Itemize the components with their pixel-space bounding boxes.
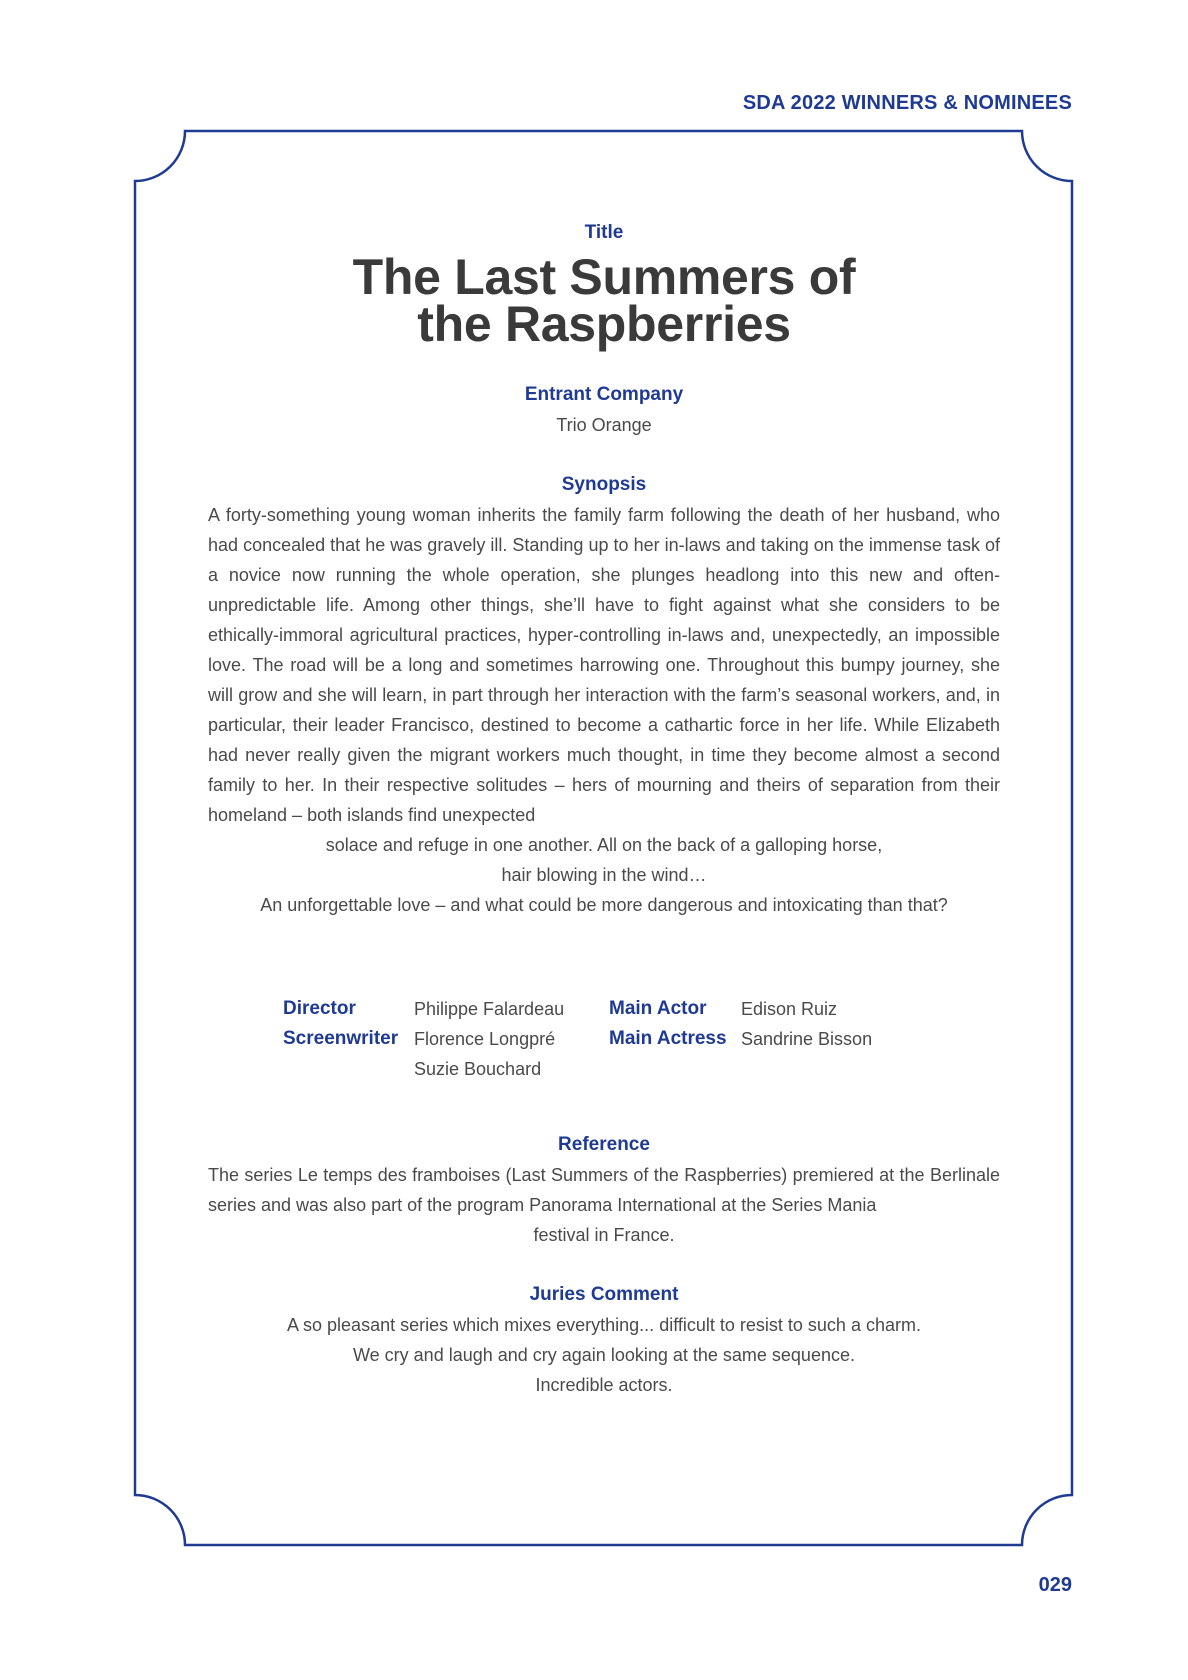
synopsis-label: Synopsis xyxy=(561,474,647,495)
juries-label: Juries Comment xyxy=(529,1284,679,1305)
main-actor-name: Edison Ruiz xyxy=(741,999,838,1019)
screenwriter-name: Florence Longpré xyxy=(414,1029,556,1049)
main-actress-label: Main Actress xyxy=(609,1028,727,1049)
juries-line: We cry and laugh and cry again looking at the same sequence. xyxy=(353,1345,855,1365)
director-label: Director xyxy=(283,998,356,1019)
entry-title-line1: The Last Summers of xyxy=(352,249,856,305)
entry-title-line2: the Raspberries xyxy=(417,296,791,352)
director-name: Philippe Falardeau xyxy=(414,999,565,1019)
reference-label: Reference xyxy=(558,1134,650,1155)
credits-grid xyxy=(283,994,872,1084)
reference-body: The series Le temps des framboises (Last Summers of the Raspberries) premiered at the Berlinale series and was also part of the program Panorama International at the Series Mania xyxy=(208,1165,1000,1215)
synopsis-line: hair blowing in the wind… xyxy=(501,865,707,885)
synopsis-body: A forty-something young woman inherits the family farm following the death of her husband, who had concealed that he was gravely ill. Standing up to her in-laws and taking on the immense task of a novice now running the whole operation, she plunges headlong into this new and often-unpredictable life. Among other things, she’ll have to fight against what she considers to be ethically-immoral agricultural practices, hyper-controlling in-laws and, unexpectedly, an impossible love. The road will be a long and sometimes harrowing one. Throughout this bumpy journey, she will grow and she will learn, in part through her interaction with the farm’s seasonal workers, and, in particular, their leader Francisco, destined to become a cathartic force in her life. While Elizabeth had never really given the migrant workers much thought, in time they become almost a second family to her. In their respective solitudes – hers of mourning and theirs of separation from their homeland – both islands find unexpected xyxy=(208,505,1000,825)
page-number: 029 xyxy=(1038,1574,1072,1596)
synopsis-section xyxy=(208,470,1000,920)
screenwriter-name: Suzie Bouchard xyxy=(414,1059,542,1079)
main-actress-name: Sandrine Bisson xyxy=(741,1029,873,1049)
juries-line: A so pleasant series which mixes everything... difficult to resist to such a charm. xyxy=(287,1315,921,1335)
running-header: SDA 2022 WINNERS & NOMINEES xyxy=(742,92,1072,114)
juries-section xyxy=(208,1280,1000,1400)
synopsis-line: solace and refuge in one another. All on the back of a galloping horse, xyxy=(325,835,883,855)
title-label: Title xyxy=(584,222,624,243)
juries-line: Incredible actors. xyxy=(535,1375,673,1395)
company-name: Trio Orange xyxy=(556,415,652,435)
screenwriter-label: Screenwriter xyxy=(283,1028,399,1049)
synopsis-line: An unforgettable love – and what could be more dangerous and intoxicating than that? xyxy=(260,895,948,915)
reference-section xyxy=(208,1130,1000,1250)
company-label: Entrant Company xyxy=(524,384,684,405)
main-actor-label: Main Actor xyxy=(609,998,707,1019)
entry-title xyxy=(208,249,1000,352)
reference-last-line: festival in France. xyxy=(533,1225,675,1245)
